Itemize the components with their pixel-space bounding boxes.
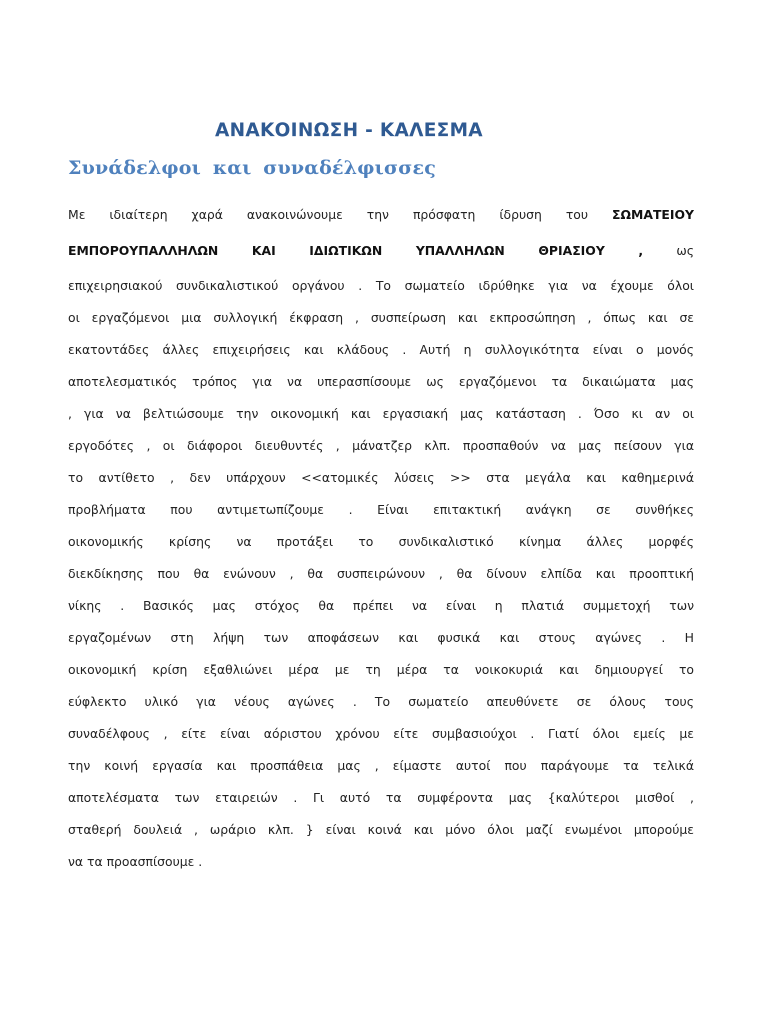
body-line: διεκδίκησης που θα ενώνουν , θα συσπειρώνουν , θα δίνουν ελπίδα και προοπτική [68,566,694,581]
body-line: προβλήματα που αντιμετωπίζουμε . Είναι επιτακτική ανάγκη σε συνθήκες [68,502,694,517]
body-line: σταθερή δουλειά , ωράριο κλπ. } είναι κοινά και μόνο όλοι μαζί ενωμένοι μπορούμε [68,822,694,837]
body-line: επιχειρησιακού συνδικαλιστικού οργάνου . Το σωματείο ιδρύθηκε για να έχουμε όλοι [68,278,694,293]
body-line: αποτελεσματικός τρόπος για να υπερασπίσουμε ως εργαζόμενοι τα δικαιώματα μας [68,374,694,389]
body-line-1-text: Με ιδιαίτερη χαρά ανακοινώνουμε την πρόσφατη ίδρυση του [68,207,613,222]
body-line: , για να βελτιώσουμε την οικονομική και εργασιακή μας κατάσταση . Όσο κι αν οι [68,406,694,421]
union-name-part-1: ΣΩΜΑΤΕΙΟΥ [612,207,694,222]
body-line: την κοινή εργασία και προσπάθεια μας , είμαστε αυτοί που παράγουμε τα τελικά [68,758,694,773]
body-line-2-text: ως [643,243,694,258]
document-title: ΑΝΑΚΟΙΝΩΣΗ - ΚΑΛΕΣΜΑ [215,120,483,141]
body-paragraph [68,197,694,878]
body-line: οικονομικής κρίσης να προτάξει το συνδικαλιστικό κίνημα άλλες μορφές [68,534,694,549]
body-line-2 [68,232,694,270]
document-subtitle: Συνάδελφοι και συναδέλφισσες [68,157,436,179]
union-name-part-2: ΕΜΠΟΡΟΥΠΑΛΛΗΛΩΝ ΚΑΙ ΙΔΙΩΤΙΚΩΝ ΥΠΑΛΛΗΛΩΝ ΘΡΙΑΣΙΟΥ , [68,243,644,258]
body-line: οι εργαζόμενοι μια συλλογική έκφραση , συσπείρωση και εκπροσώπηση , όπως και σε [68,310,694,325]
body-line: να τα προασπίσουμε . [68,854,203,869]
body-line-1 [68,197,694,232]
body-line: εργαζομένων στη λήψη των αποφάσεων και φυσικά και στους αγώνες . Η [68,630,694,645]
body-line: νίκης . Βασικός μας στόχος θα πρέπει να είναι η πλατιά συμμετοχή των [68,598,694,613]
body-line: το αντίθετο , δεν υπάρχουν <<ατομικές λύσεις >> στα μεγάλα και καθημερινά [68,470,694,485]
body-line: εργοδότες , οι διάφοροι διευθυντές , μάνατζερ κλπ. προσπαθούν να μας πείσουν για [68,438,694,453]
body-line: συναδέλφους , είτε είναι αόριστου χρόνου είτε συμβασιούχοι . Γιατί όλοι εμείς με [68,726,694,741]
body-line: εύφλεκτο υλικό για νέους αγώνες . Το σωματείο απευθύνετε σε όλους τους [68,694,694,709]
body-line: εκατοντάδες άλλες επιχειρήσεις και κλάδους . Αυτή η συλλογικότητα είναι ο μονός [68,342,694,357]
body-lines [68,270,694,878]
body-line: οικονομική κρίση εξαθλιώνει μέρα με τη μέρα τα νοικοκυριά και δημιουργεί το [68,662,694,677]
body-line: αποτελέσματα των εταιρειών . Γι αυτό τα συμφέροντα μας {καλύτεροι μισθοί , [68,790,694,805]
